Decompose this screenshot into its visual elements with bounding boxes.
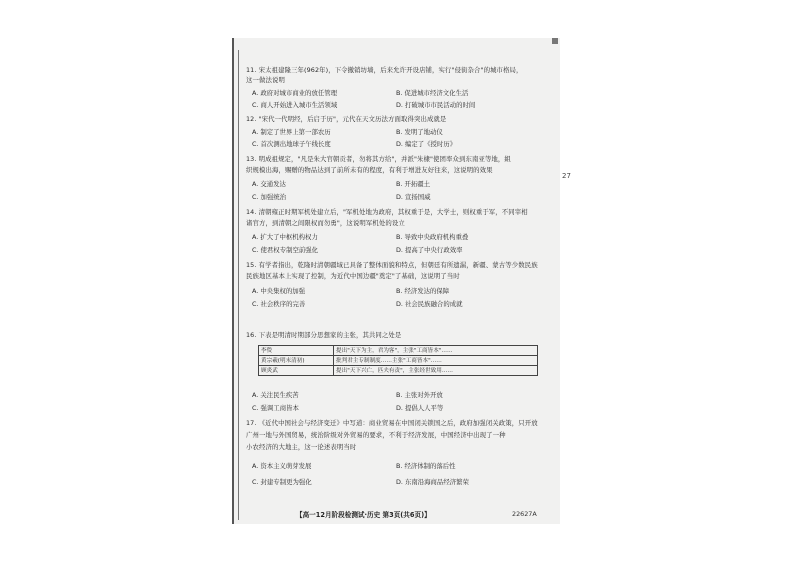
q14-option-c: C. 使君权专制空前强化 — [252, 246, 319, 254]
q17-option-a: A. 资本主义萌芽发展 — [252, 462, 312, 470]
table-cell-name: 黄宗羲(明末清初) — [259, 356, 334, 366]
q15-option-c: C. 社会秩序的完善 — [252, 300, 306, 308]
q12-stem-line1: 12. "宋代一代明经，后启于历"，元代在天文历法方面取得突出成就是 — [246, 115, 447, 123]
q16-option-c: C. 强调工商皆本 — [252, 404, 299, 412]
q15-option-b: B. 经济发达的保障 — [396, 287, 450, 295]
table-cell-text: 提出"天下兴亡，匹夫有责"，主张经世致用…… — [334, 366, 538, 376]
q14-option-a: A. 扩大了中枢机构权力 — [252, 233, 318, 241]
q15-stem-line1: 15. 有学者指出，乾隆时清朝疆域已具备了整体面貌和特点，但朝廷有所遗漏，新疆、蒙古等少数民族 — [246, 261, 538, 269]
page-footer: 【高一12月阶段检测试·历史 第3页(共6页)】 — [296, 511, 431, 519]
exam-code: 22627A — [512, 510, 537, 518]
q17-stem-line1: 17. 《近代中国社会与经济变迁》中写道：商业贸易在中国闭关锁国之后，政府加强闭关政策，只开放 — [246, 419, 538, 427]
q12-option-c: C. 首次测出地球子午线长度 — [252, 140, 331, 148]
q13-option-a: A. 交通发达 — [252, 180, 286, 188]
q12-option-a: A. 制定了世界上第一部农历 — [252, 128, 331, 136]
q16-option-a: A. 关注民生疾苦 — [252, 391, 299, 399]
table-cell-text: 批判君主专制制度……主张"工商皆本"…… — [334, 356, 538, 366]
side-number: 27 — [562, 172, 571, 180]
q16-option-b: B. 主张对外开放 — [396, 391, 443, 399]
q11-option-b: B. 促进城市经济文化生活 — [396, 89, 469, 97]
q12-option-d: D. 编定了《授时历》 — [396, 140, 457, 148]
q11-option-c: C. 商人开始进入城市生活领域 — [252, 101, 338, 109]
table-row — [259, 346, 538, 356]
q17-stem-line2: 广州一地与外国贸易，统治阶级对外贸易的要求，不利于经济发展，中国经济中出现了一种 — [246, 431, 506, 439]
table-cell-name: 李贽 — [259, 346, 334, 356]
q11-stem-line1: 11. 宋太祖建隆三年(962年)，下令撤销坊墙，后来允许开设店铺，实行"侵街杂合"的城市格局， — [246, 66, 523, 74]
q13-option-c: C. 加强统治 — [252, 193, 287, 201]
q16-option-d: D. 提倡人人平等 — [396, 404, 444, 412]
table-cell-name: 顾炎武 — [259, 366, 334, 376]
q13-stem-line2: 织规模出海，赐赠的物品达到了前所未有的程度，有利于增进友好往来，这说明的效果 — [246, 166, 493, 174]
q13-stem-line1: 13. 明成祖规定，"凡是朱大官朝贡者，勿将其方给"，并派"朱棣"使团率众到东南亚等地，組 — [246, 155, 511, 163]
q17-option-c: C. 封建专制更为强化 — [252, 478, 312, 486]
q15-option-d: D. 社会民族融合的成就 — [396, 300, 463, 308]
page-binding-line — [238, 50, 239, 520]
q16-thinkers-table — [258, 345, 538, 376]
table-row — [259, 356, 538, 366]
q12-option-b: B. 发明了地动仪 — [396, 128, 443, 136]
q17-stem-line3: 小农经济的大地主，这一论述表明当时 — [246, 443, 357, 451]
q11-stem-line2: 这一做法说明 — [246, 76, 285, 84]
q13-option-b: B. 开拓疆土 — [396, 180, 431, 188]
exam-page — [232, 38, 560, 524]
q14-stem-line1: 14. 清朝雍正时期军机处建立后，"军机处地为政府，其权重于是，大学士，则权重于军，不同宰相 — [246, 208, 528, 216]
q14-stem-line2: 诸官方，到清朝之间限权而勿勇"，这说明军机处的设立 — [246, 219, 405, 227]
q17-option-b: B. 经济体制的落后性 — [396, 462, 456, 470]
q15-option-a: A. 中央集权的加强 — [252, 287, 306, 295]
table-row — [259, 366, 538, 376]
q14-option-d: D. 提高了中央行政效率 — [396, 246, 463, 254]
q17-option-d: D. 东南沿海商品经济繁荣 — [396, 478, 469, 486]
corner-mark — [552, 38, 558, 44]
q14-option-b: B. 导致中央政府机构重叠 — [396, 233, 469, 241]
table-cell-text: 提出"天下为主，君为客"，主张"工商皆本"…… — [334, 346, 538, 356]
q16-stem: 16. 下表是明清时期部分思想家的主张，其共同之处是 — [246, 331, 402, 339]
q13-option-d: D. 宣扬国威 — [396, 193, 431, 201]
q15-stem-line2: 民族地区基本上实现了控制，为近代中国边疆"奠定"了基础，这说明了当时 — [246, 272, 460, 280]
q11-option-d: D. 打破城市市民活动的时间 — [396, 101, 476, 109]
q11-option-a: A. 政府对城市商业的放任管理 — [252, 89, 338, 97]
